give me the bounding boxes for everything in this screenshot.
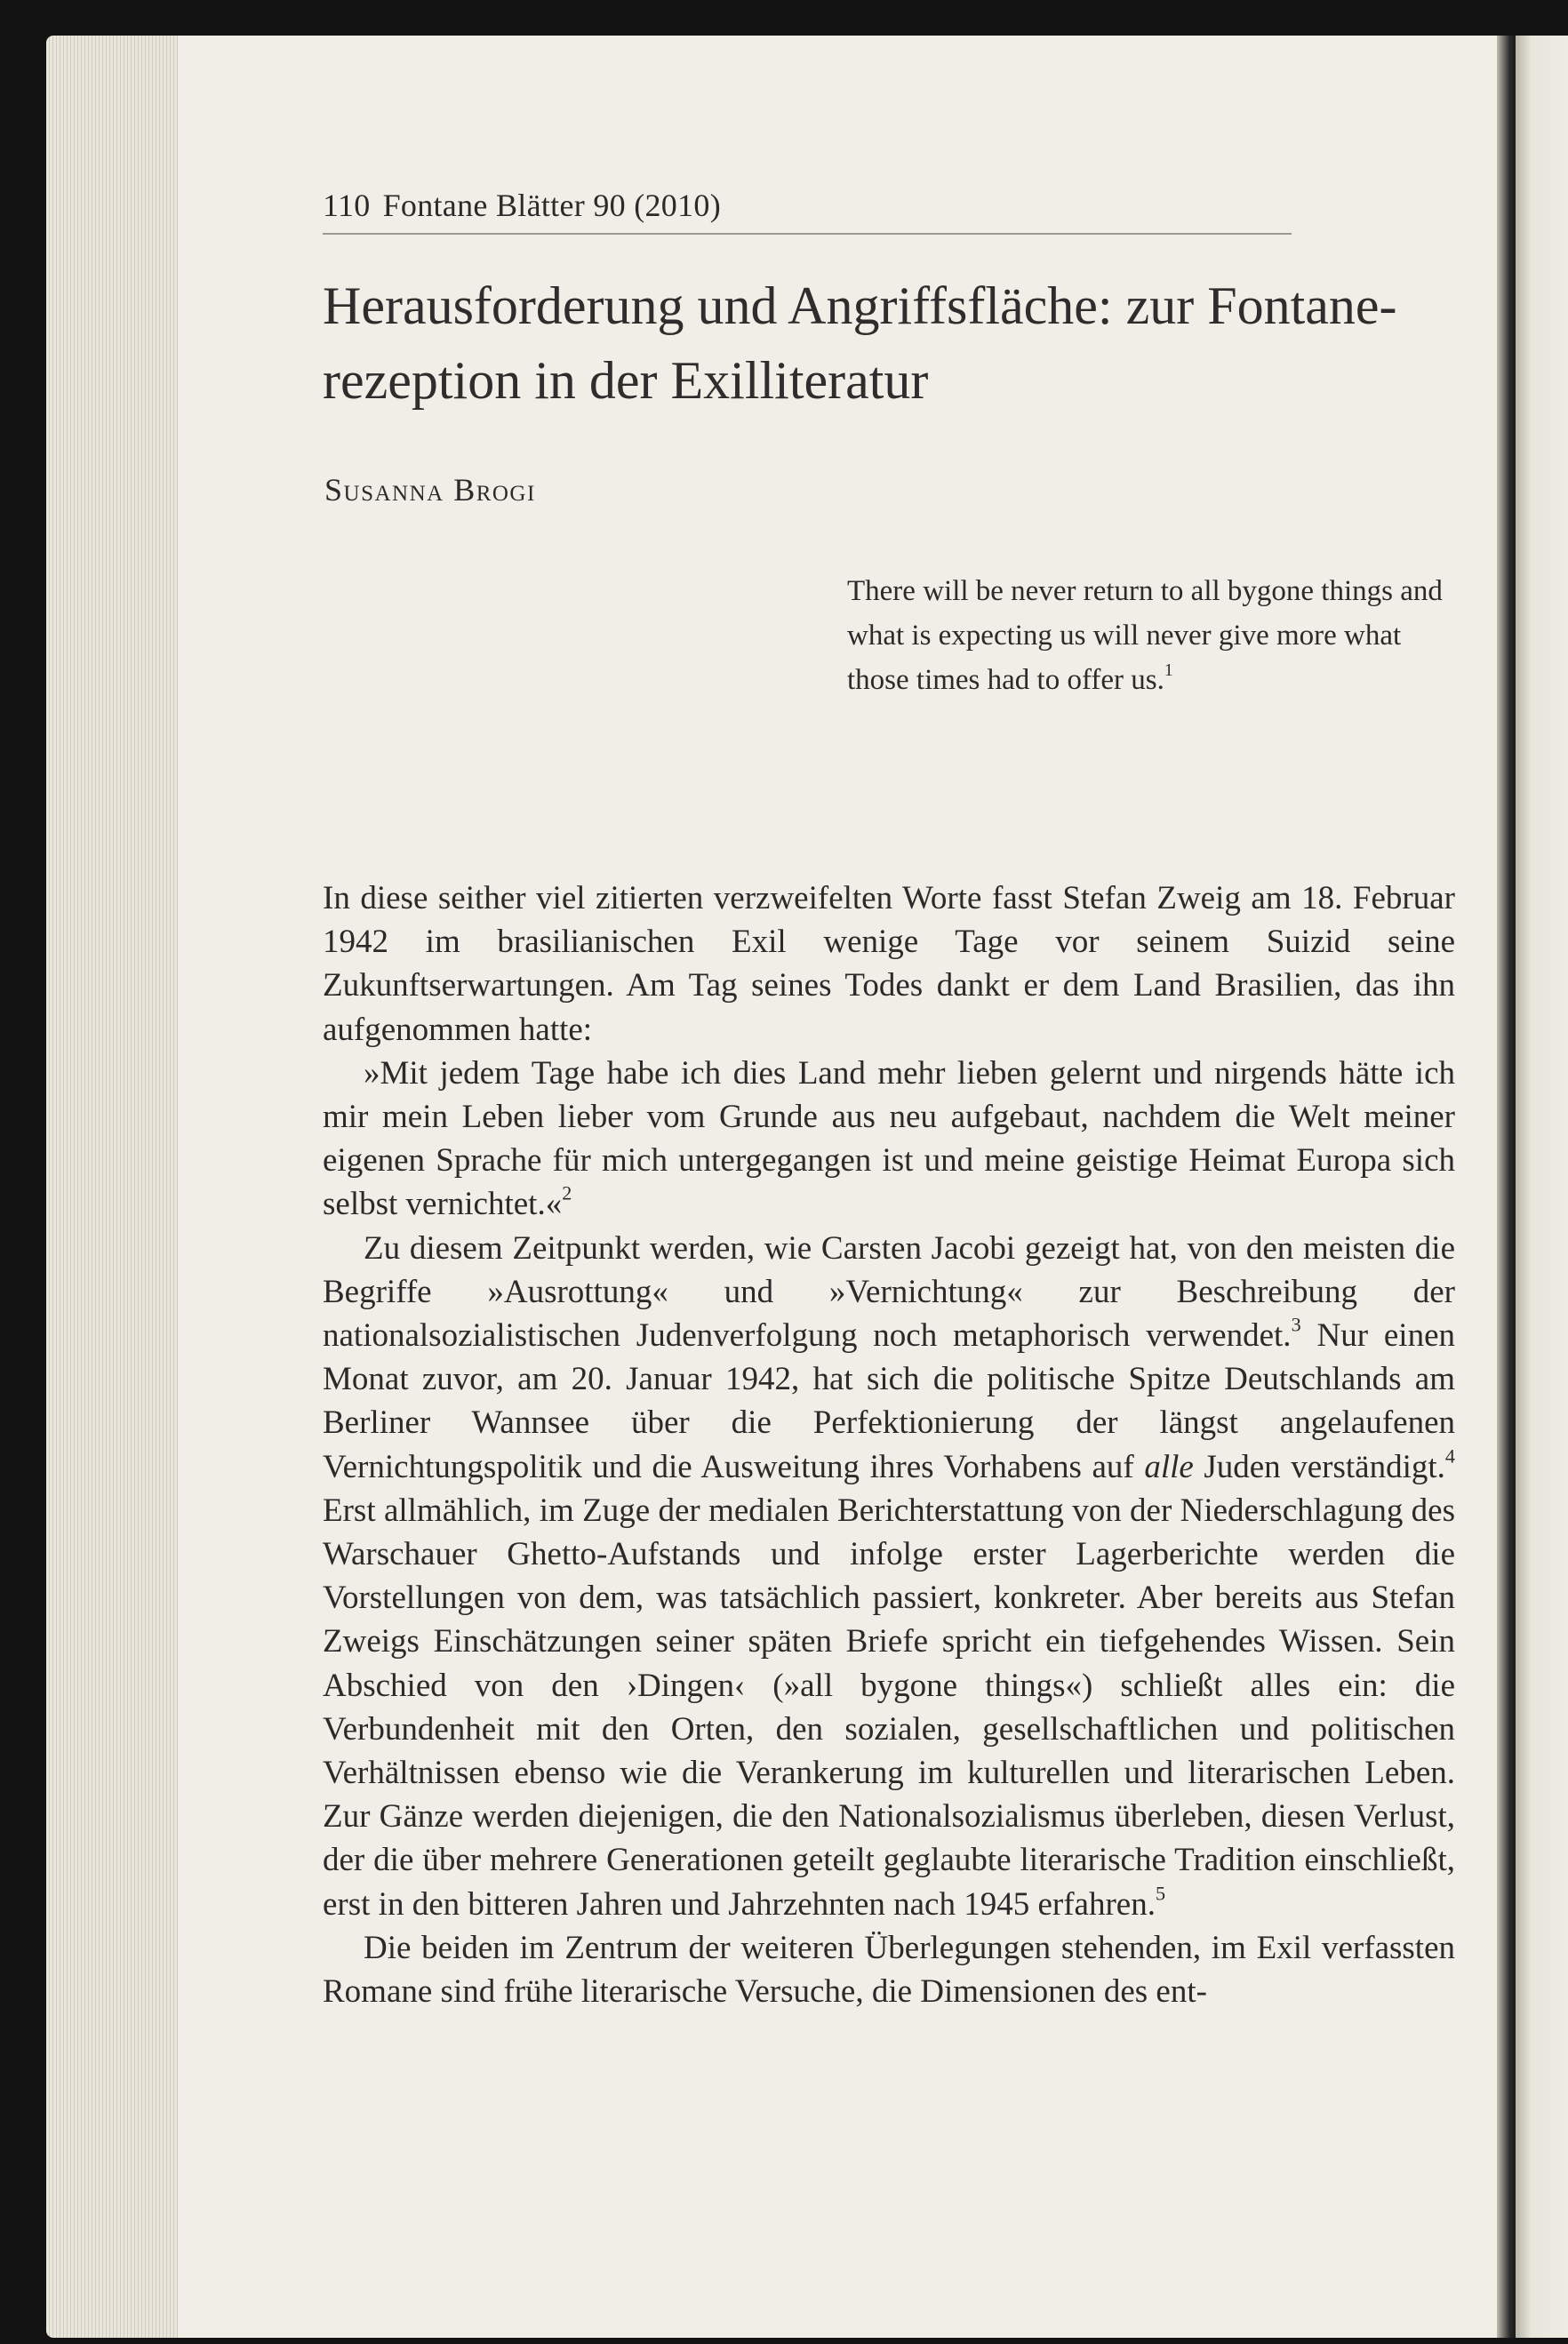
emphasis-alle: alle — [1144, 1448, 1194, 1485]
book-page — [178, 36, 1497, 2338]
title-line-1: Herausforderung und Angriffsfläche: zur Fontane- — [323, 276, 1397, 335]
book-gutter — [1496, 36, 1516, 2338]
title-line-2: rezeption in der Exilliteratur — [323, 351, 929, 410]
article-title — [323, 268, 1460, 418]
running-header — [323, 187, 1292, 235]
body-text — [323, 876, 1455, 2013]
footnote-marker-2: 2 — [562, 1181, 572, 1204]
footnote-marker-3: 3 — [1291, 1313, 1301, 1336]
author-name: Susanna Brogi — [324, 472, 536, 508]
book-page-edges — [46, 36, 180, 2338]
epigraph — [847, 569, 1469, 702]
journal-title: Fontane Blätter 90 (2010) — [382, 188, 721, 223]
epigraph-text: There will be never return to all bygone things and what is expecting us will never give more what those times had to offer us. — [847, 575, 1443, 696]
quote-text: »Mit jedem Tage habe ich dies Land mehr lieben gelernt und nirgends hätte ich mir mein Leben lieber vom Grunde aus neu aufgebaut, nachdem die Welt meiner eigenen Sprache für mich untergegangen ist und meine geistige Heimat Europa sich selbst vernichtet.« — [323, 1054, 1455, 1223]
adjacent-page — [1516, 36, 1568, 2338]
footnote-marker-4: 4 — [1444, 1444, 1455, 1467]
block-quote — [323, 1052, 1455, 1227]
page-number: 110 — [323, 188, 371, 223]
footnote-marker-1: 1 — [1164, 660, 1173, 681]
paragraph-3: Zu diesem Zeitpunkt werden, wie Carsten Jacobi gezeigt hat, von den meisten die Begriffe »Ausrottung« und »Vernichtung« zur Beschreibung der nationalsozialistischen Judenverfolgung noch metaphorisch verwendet.$^3$ Nur einen Monat zuvor, am 20. Januar 1942, hat sich die politische Spitze Deutschlands am Berliner Wannsee über die Perfektionierung der längst angelaufenen Vernichtungspolitik und die Ausweitung ihres Vorhabens auf alle Juden verständigt.$^4$ Erst allmählich, im Zuge der medialen Berichterstattung von der Niederschlagung des Warschauer Ghetto-Aufstands und infolge erster Lagerberichte werden die Vorstellungen von dem, was tatsächlich passiert, konkreter. Aber bereits aus Stefan Zweigs Einschätzungen seiner späten Briefe spricht ein tiefgehendes Wissen. Sein Abschied von den ›Dingen‹ (»all bygone things«) schließt alles ein: die Verbundenheit mit den Orten, den sozialen, gesellschaftlichen und politischen Verhältnissen ebenso wie die Verankerung im kulturellen und literarischen Leben. Zur Gänze werden diejenigen, die den Nationalsozialismus überleben, diesen Verlust, der die über mehrere Generationen geteilt geglaubte literarische Tradition einschließt, erst in den bitteren Jahren und Jahrzehnten nach 1945 erfahren.$^5$ — [323, 1229, 1455, 1923]
paragraph-4: Die beiden im Zentrum der weiteren Überlegungen stehenden, im Exil verfassten Romane sind frühe literarische Versuche, die Dimensionen des ent- — [323, 1929, 1455, 2011]
footnote-marker-5: 5 — [1155, 1882, 1166, 1905]
paragraph-1: In diese seither viel zitierten verzweifelten Worte fasst Stefan Zweig am 18. Februar 1942 im brasilianischen Exil wenige Tage vor seinem Suizid seine Zukunftserwartungen. Am Tag seines Todes dankt er dem Land Brasilien, das ihn aufgenommen hatte: — [323, 880, 1455, 1048]
